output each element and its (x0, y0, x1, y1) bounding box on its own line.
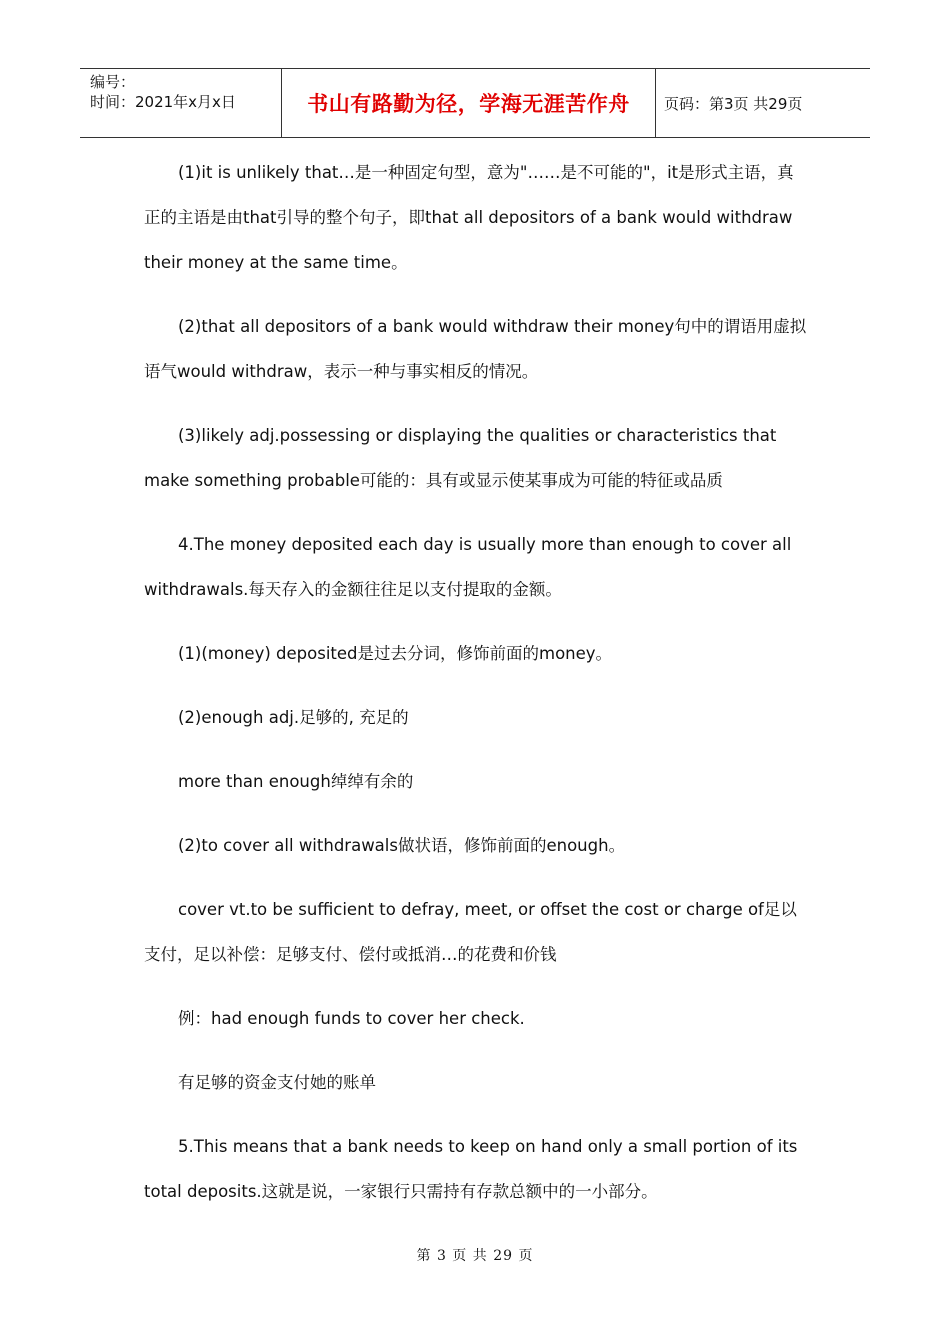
header-page-cell (656, 69, 870, 137)
paragraph: 有足够的资金支付她的账单 (178, 1073, 376, 1092)
paragraph: 5.This means that a bank needs to keep on hand only a small portion of its total deposits.这就是说，一家银行只需持有存款总额中的一小部分。 (144, 1137, 798, 1201)
paragraph: (1)(money) deposited是过去分词，修饰前面的money。 (178, 644, 613, 663)
paragraph: (3)likely adj.possessing or displaying the qualities or characteristics that make something probable可能的：具有或显示使某事成为可能的特征或品质 (144, 426, 777, 490)
paragraph: (1)it is unlikely that…是一种固定句型，意为"……是不可能的"，it是形式主语，真正的主语是由that引导的整个句子，即that all depositors of a bank would withdraw their money at the same time。 (144, 163, 794, 272)
paragraph: cover vt.to be sufficient to defray, meet, or offset the cost or charge of足以支付，足以补偿：足够支付、偿付或抵消…的花费和价钱 (144, 900, 797, 964)
paragraph: (2)to cover all withdrawals做状语，修饰前面的enough。 (178, 836, 626, 855)
paragraph: more than enough绰绰有余的 (178, 772, 414, 791)
header-motto: 书山有路勤为径，学海无涯苦作舟 (307, 91, 630, 116)
header-page-info: 页码：第3页 共29页 (664, 94, 803, 113)
document-date-label: 时间：2021年x月x日 (90, 93, 236, 111)
paragraph: 4.The money deposited each day is usually more than enough to cover all withdrawals.每天存入的金额往往足以支付提取的金额。 (144, 535, 792, 599)
page-footer: 第 3 页 共 29 页 (416, 1248, 534, 1264)
paragraph: 例：had enough funds to cover her check. (178, 1009, 525, 1028)
page-header (80, 68, 870, 138)
header-motto-cell (281, 69, 656, 137)
document-number-label: 编号： (90, 73, 136, 91)
paragraph: (2)enough adj.足够的, 充足的 (178, 708, 409, 727)
paragraph: (2)that all depositors of a bank would withdraw their money句中的谓语用虚拟语气would withdraw，表示一种与事实相反的情况。 (144, 317, 807, 381)
document-body (144, 150, 809, 1233)
header-left-cell (80, 69, 280, 137)
